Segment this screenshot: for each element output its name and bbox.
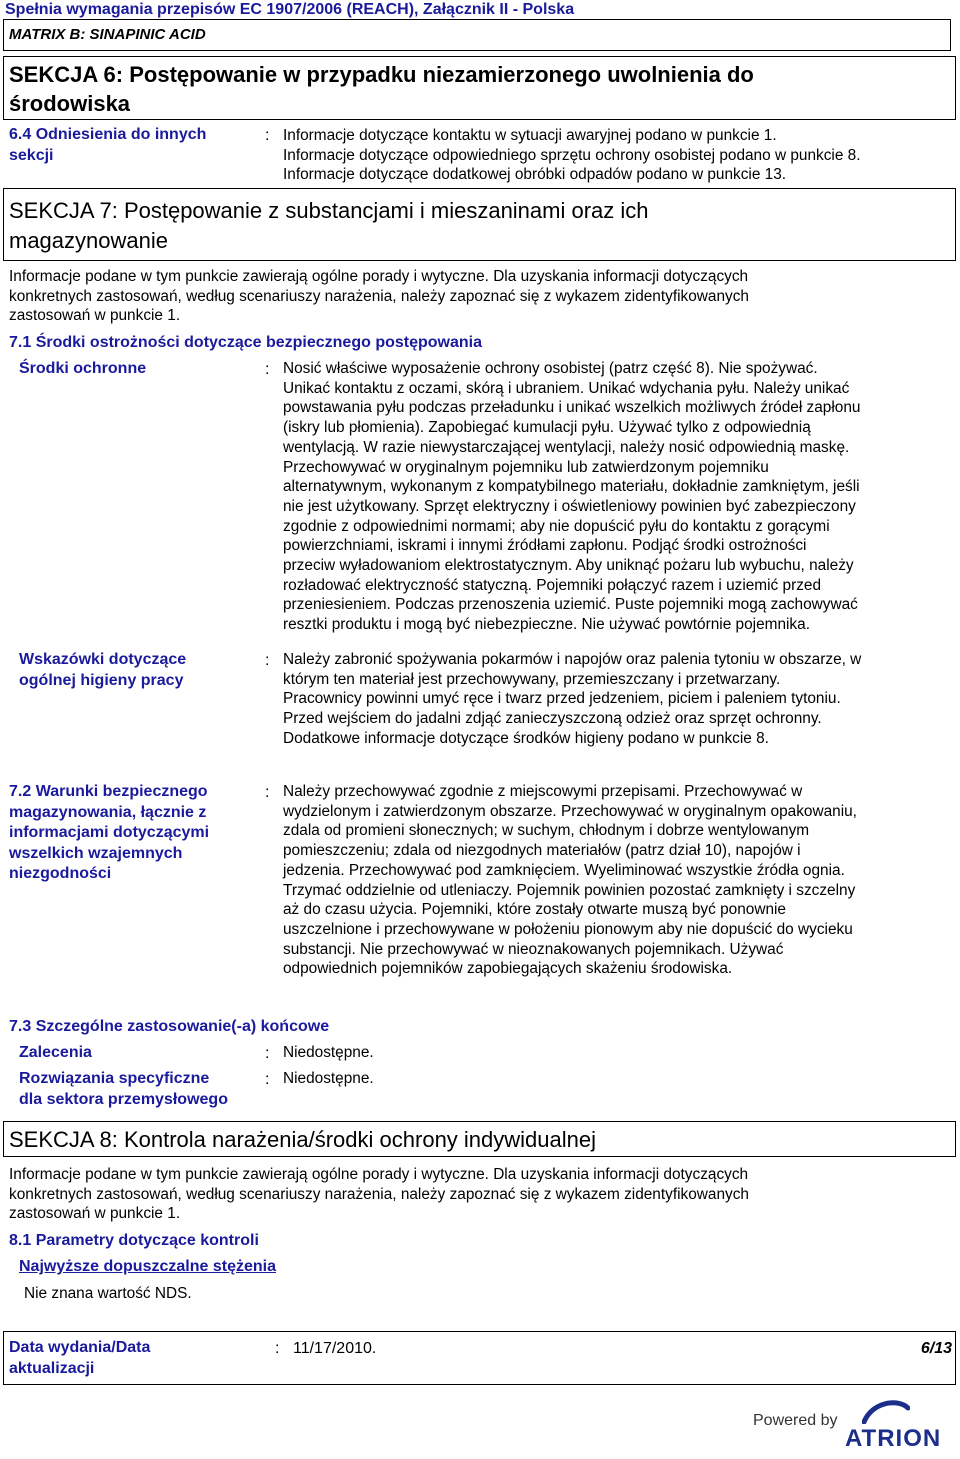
section7-intro xyxy=(9,267,954,326)
industry-colon: : xyxy=(265,1071,270,1088)
footer-date-label-line1: Data wydania/Data xyxy=(9,1339,151,1356)
text-line: Informacje dotyczące dodatkowej obróbki odpadów podano w punkcie 13. xyxy=(283,166,787,184)
text-line: pomieszczeniu; zdala od niezgodnych materiałów (patrz dział 10), napojów i xyxy=(283,842,801,860)
text-line: alternatywnym, wykonanym z kompatybilnego materiału, dokładnie zamkniętym, jeśli xyxy=(283,478,860,496)
sub81-title: 8.1 Parametry dotyczące kontroli xyxy=(9,1232,259,1249)
text-line: zdala od promieni słonecznych; w suchym, chłodnym i dobrze wentylowanym xyxy=(283,822,810,840)
label-line: informacjami dotyczącymi xyxy=(9,824,210,841)
text-line: powierzchniami, iskrami i innymi źródłami zapłonu. Podjąć środki ostrożności xyxy=(283,537,807,555)
recommendations-colon: : xyxy=(265,1045,270,1062)
footer-date-value: 11/17/2010. xyxy=(293,1340,377,1357)
section6-title-line2: środowiska xyxy=(9,91,131,116)
powered-by-text: Powered by xyxy=(753,1412,838,1429)
label-line: magazynowania, łącznie z xyxy=(9,803,207,821)
text-line: Informacje podane w tym punkcie zawierają ogólne porady i wytyczne. Dla uzyskania informacji dotyczących xyxy=(9,268,749,285)
text-line: Należy przechowywać zgodnie z miejscowymi przepisami. Przechowywać w xyxy=(283,783,803,800)
sub71-title: 7.1 Środki ostrożności dotyczące bezpiecznego postępowania xyxy=(9,334,482,351)
sub72-label xyxy=(9,782,209,885)
text-line: którym ten materiał jest przechowywany, przemieszczany i przetwarzany. xyxy=(283,670,781,688)
product-name: MATRIX B: SINAPINIC ACID xyxy=(9,26,206,43)
text-line: przeniesieniem. Podczas przenoszenia uziemić. Puste pojemniki mogą zachowywać xyxy=(283,596,858,614)
section7-title-line1: SEKCJA 7: Postępowanie z substancjami i mieszaninami oraz ich xyxy=(9,198,649,223)
label-line: wszelkich wzajemnych xyxy=(9,844,183,862)
sub64-content xyxy=(283,126,953,185)
text-line: Należy zabronić spożywania pokarmów i napojów oraz palenia tytoniu w obszarze, w xyxy=(283,651,862,668)
text-line: konkretnych zastosowań, według scenariuszy narażenia, należy zapoznać się z wykazem zidentyfikowanych xyxy=(9,1185,749,1203)
protective-measures-content xyxy=(283,359,953,635)
text-line: rozładować elektryczność statyczną. Pojemniki połączyć razem i uziemić przed xyxy=(283,576,822,594)
hygiene-label-line2: ogólnej higieny pracy xyxy=(19,672,184,689)
sub64-label-line2: sekcji xyxy=(9,147,54,164)
industry-value: Niedostępne. xyxy=(283,1070,374,1087)
text-line: substancji. Nie przechowywać w nieoznakowanych pojemnikach. Używać xyxy=(283,940,784,958)
text-line: konkretnych zastosowań, według scenariuszy narażenia, należy zapoznać się z wykazem zidentyfikowanych xyxy=(9,287,749,305)
text-line: zastosowań w punkcie 1. xyxy=(9,307,181,325)
text-line: odpowiednich pojemników zapobiegających skażeniu środowiska. xyxy=(283,960,733,978)
page-number: 6/13 xyxy=(920,1340,952,1357)
text-line: Informacje dotyczące kontaktu w sytuacji awaryjnej podano w punkcie 1. xyxy=(283,127,777,144)
atrion-logo-text: ATRION xyxy=(845,1425,942,1452)
text-line: Unikać kontaktu z oczami, skórą i ubraniem. Unikać wdychania pyłu. Należy unikać xyxy=(283,379,850,397)
text-line: Dodatkowe informacje dotyczące środków higieny podano w punkcie 8. xyxy=(283,729,769,747)
nds-link[interactable]: Najwyższe dopuszczalne stężenia xyxy=(19,1258,276,1275)
text-line: przeciw wyładowaniom elektrostatycznym. Aby uniknąć pożaru lub wybuchu, należy xyxy=(283,557,854,575)
text-line: zastosowań w punkcie 1. xyxy=(9,1205,181,1223)
text-line: aż do czasu użycia. Pojemniki, które zostały otwarte muszą być ponownie xyxy=(283,901,786,919)
text-line: zgodnie z odpowiednimi normami; aby nie dopuścić pyłu do kontaktu z gorącymi xyxy=(283,517,830,535)
section6-title-line1: SEKCJA 6: Postępowanie w przypadku niezamierzonego uwolnienia do xyxy=(9,62,754,87)
recommendations-label: Zalecenia xyxy=(19,1044,92,1061)
text-line: uszczelnione i przechowywane w położeniu pionowym aby nie dopuścić do wycieku xyxy=(283,920,853,938)
text-line: Informacje podane w tym punkcie zawierają ogólne porady i wytyczne. Dla uzyskania informacji dotyczących xyxy=(9,1166,749,1183)
industry-label-line2: dla sektora przemysłowego xyxy=(19,1091,228,1108)
industry-label-line1: Rozwiązania specyficzne xyxy=(19,1070,210,1087)
nds-value: Nie znana wartość NDS. xyxy=(24,1285,192,1302)
footer-date-label-line2: aktualizacji xyxy=(9,1360,95,1377)
sub72-content xyxy=(283,782,953,979)
label-line: 7.2 Warunki bezpiecznego xyxy=(9,783,208,800)
text-line: Informacje dotyczące odpowiedniego sprzętu ochrony osobistej podano w punkcie 8. xyxy=(283,146,861,164)
section8-intro xyxy=(9,1165,954,1224)
text-line: Przechowywać w oryginalnym pojemniku lub zatwierdzonym pojemniku xyxy=(283,458,769,476)
section8-title: SEKCJA 8: Kontrola narażenia/środki ochrony indywidualnej xyxy=(9,1127,596,1152)
footer-colon: : xyxy=(275,1340,280,1357)
hygiene-colon: : xyxy=(265,652,270,669)
text-line: nie jest użytkowany. Sprzęt elektryczny i oświetleniowy powinien być zabezpieczony xyxy=(283,497,856,515)
label-line: niezgodności xyxy=(9,865,112,882)
atrion-logo-arc-icon xyxy=(862,1398,910,1424)
sub72-colon: : xyxy=(265,784,270,801)
text-line: jedzenia. Przechowywać pod zamknięciem. Wyeliminować wszystkie źródła ognia. xyxy=(283,861,845,879)
hygiene-label-line1: Wskazówki dotyczące xyxy=(19,651,187,668)
sub73-title: 7.3 Szczególne zastosowanie(-a) końcowe xyxy=(9,1018,330,1035)
text-line: Pracownicy powinni umyć ręce i twarz przed jedzeniem, piciem i paleniem tytoniu. xyxy=(283,690,841,708)
text-line: wydzielonym i zatwierdzonym obszarze. Przechowywać w oryginalnym opakowaniu, xyxy=(283,802,857,820)
text-line: powstawania pyłu podczas przeładunku i unikać wszelkich możliwych źródeł zapłonu xyxy=(283,399,861,417)
protective-colon: : xyxy=(265,361,270,378)
text-line: wentylacją. W razie niewystarczającej wentylacji, należy nosić odpowiednią maskę. xyxy=(283,438,850,456)
hygiene-content xyxy=(283,650,953,749)
text-line: Przed wejściem do jadalni zdjąć zanieczyszczoną odzież oraz sprzęt ochronny. xyxy=(283,710,822,728)
recommendations-value: Niedostępne. xyxy=(283,1044,374,1061)
text-line: Trzymać oddzielnie od utleniaczy. Pojemnik powinien pozostać zamknięty i szczelny xyxy=(283,881,856,899)
text-line: Nosić właściwe wyposażenie ochrony osobistej (patrz część 8). Nie spożywać. xyxy=(283,360,818,377)
text-line: (iskry lub płomienia). Zapobiegać kumulacji pyłu. Używać tylko z odpowiednią xyxy=(283,419,811,437)
sub64-colon: : xyxy=(265,127,270,144)
protective-measures-label: Środki ochronne xyxy=(19,360,147,377)
document-header-title: Spełnia wymagania przepisów EC 1907/2006 (REACH), Załącznik II - Polska xyxy=(5,1,575,18)
text-line: resztki produktu i mogą być niebezpieczne. Nie używać powtórnie pojemnika. xyxy=(283,616,810,634)
sub64-label-line1: 6.4 Odniesienia do innych xyxy=(9,126,207,143)
section7-title-line2: magazynowanie xyxy=(9,228,168,253)
